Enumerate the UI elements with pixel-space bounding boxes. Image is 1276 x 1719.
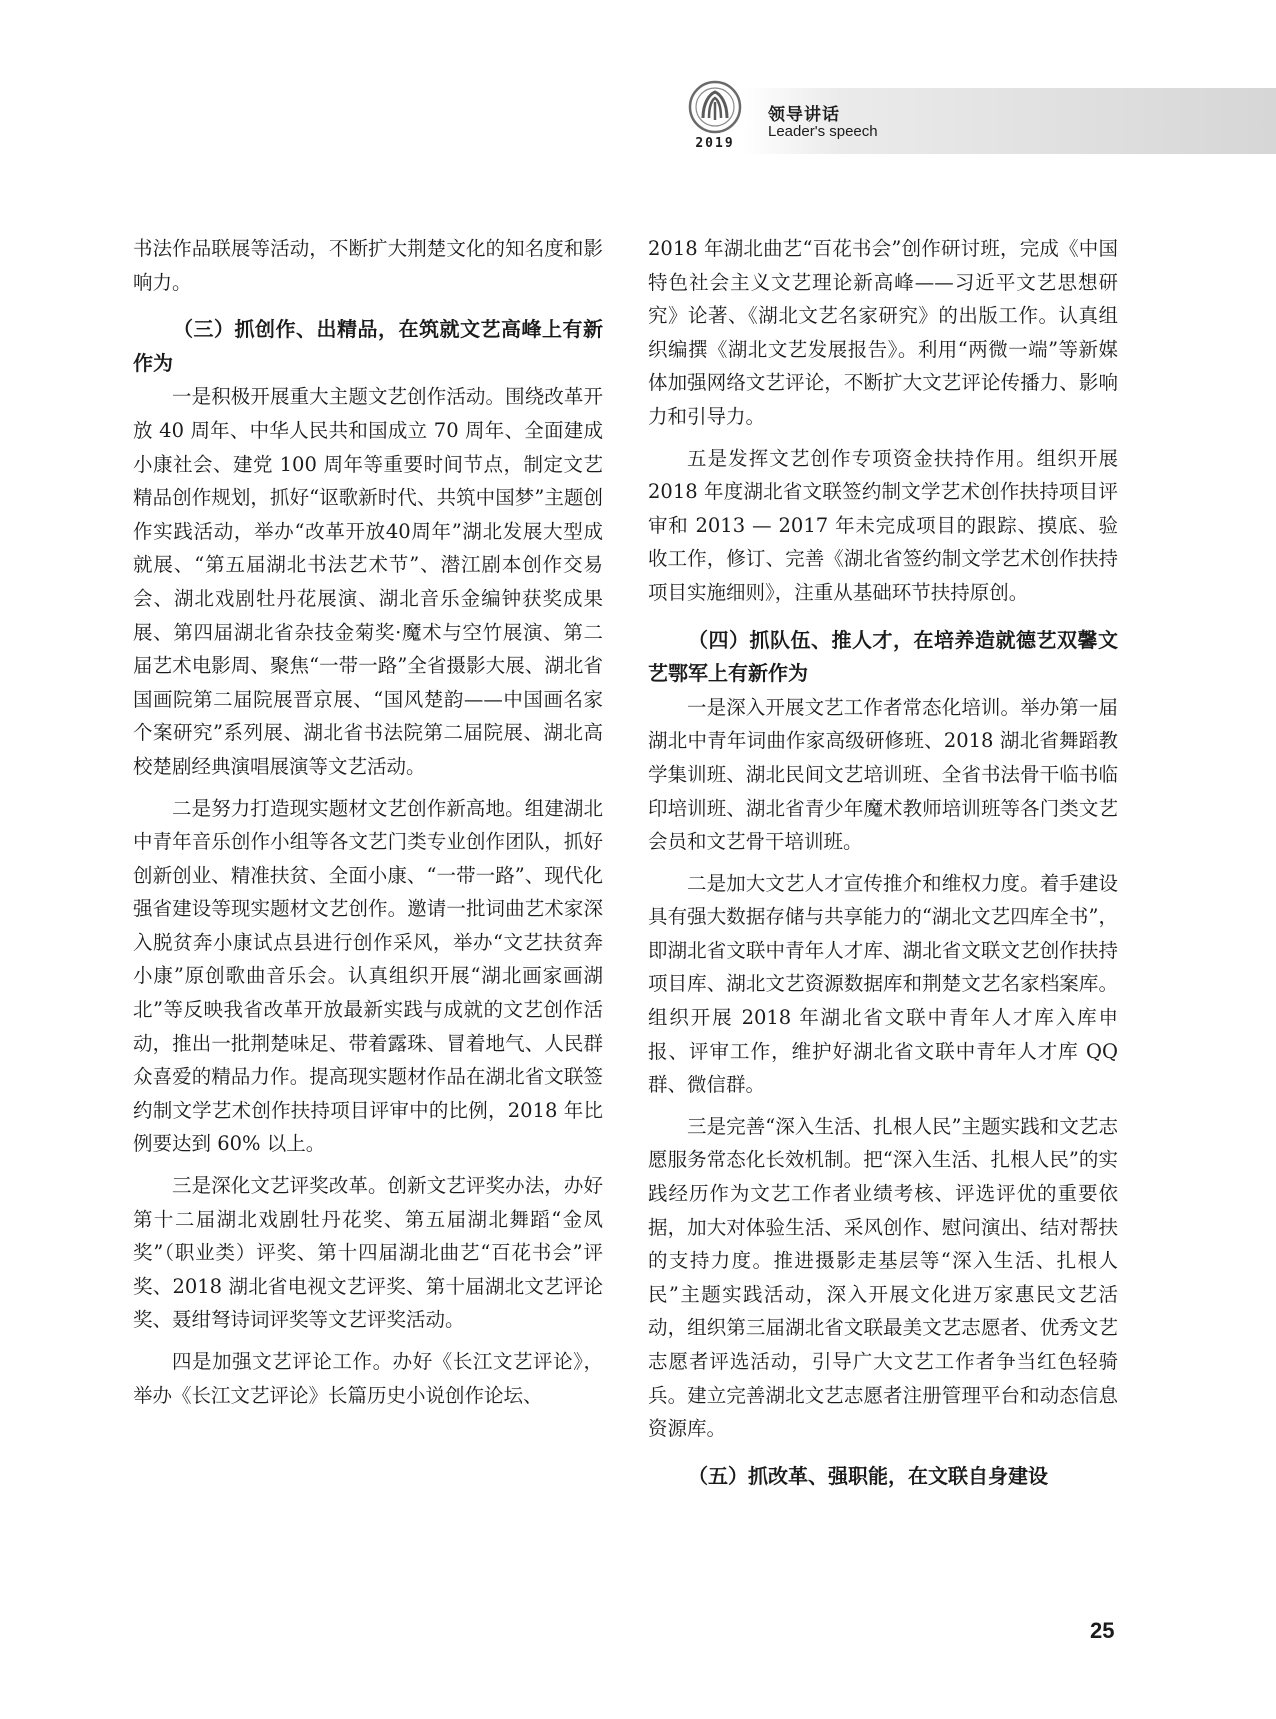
paragraph: 一是积极开展重大主题文艺创作活动。围绕改革开放 40 周年、中华人民共和国成立 70 周年、全面建成小康社会、建党 100 周年等重要时间节点，制定文艺精品创作规划，抓好“讴歌新时代、共筑中国梦”主题创作实践活动，举办“改革开放40周年”湖北发展大型成就展、“第五届湖北书法艺术节”、潜江剧本创作交易会、湖北戏剧牡丹花展演、湖北音乐金编钟获奖成果展、第四届湖北省杂技金菊奖·魔术与空竹展演、第二届艺术电影周、聚焦“一带一路”全省摄影大展、湖北省国画院第二届院展晋京展、“国风楚韵——中国画名家个案研究”系列展、湖北省书法院第二届院展、湖北高校楚剧经典演唱展演等文艺活动。	[133, 385, 603, 778]
section-title-cn: 领导讲话	[768, 105, 840, 125]
left-column	[133, 232, 603, 1420]
paragraph: 书法作品联展等活动，不断扩大荆楚文化的知名度和影响力。	[133, 237, 603, 294]
section-title-en: Leader's speech	[768, 123, 878, 140]
page-number: 25	[1090, 1618, 1115, 1643]
section-heading: （四）抓队伍、推人才，在培养造就德艺双馨文艺鄂军上有新作为	[648, 627, 1118, 686]
section-heading: （三）抓创作、出精品，在筑就文艺高峰上有新作为	[133, 317, 603, 375]
emblem-logo-icon	[688, 80, 742, 134]
paragraph: 2018 年湖北曲艺“百花书会”创作研讨班，完成《中国特色社会主义文艺理论新高峰——习近平文艺思想研究》论著、《湖北文艺名家研究》的出版工作。认真组织编撰《湖北文艺发展报告》。利用“两微一端”等新媒体加强网络文艺评论，不断扩大文艺评论传播力、影响力和引导力。	[648, 237, 1118, 428]
year-label: 2019	[695, 136, 735, 151]
section-heading: （五）抓改革、强职能，在文联自身建设	[688, 1463, 1048, 1488]
paragraph: 三是完善“深入生活、扎根人民”主题实践和文艺志愿服务常态化长效机制。把“深入生活、扎根人民”的实践经历作为文艺工作者业绩考核、评选评优的重要依据，加大对体验生活、采风创作、慰问演出、结对帮扶的支持力度。推进摄影走基层等“深入生活、扎根人民”主题实践活动，深入开展文化进万家惠民文艺活动，组织第三届湖北省文联最美文艺志愿者、优秀文艺志愿者评选活动，引导广大文艺工作者争当红色轻骑兵。建立完善湖北文艺志愿者注册管理平台和动态信息资源库。	[648, 1114, 1118, 1441]
paragraph: 二是加大文艺人才宣传推介和维权力度。着手建设具有强大数据存储与共享能力的“湖北文艺四库全书”，即湖北省文联中青年人才库、湖北省文联文艺创作扶持项目库、湖北文艺资源数据库和荆楚文艺名家档案库。组织开展 2018 年湖北省文联中青年人才库入库申报、评审工作，维护好湖北省文联中青年人才库 QQ 群、微信群。	[648, 871, 1118, 1097]
paragraph: 一是深入开展文艺工作者常态化培训。举办第一届湖北中青年词曲作家高级研修班、2018 湖北省舞蹈教学集训班、湖北民间文艺培训班、全省书法骨干临书临印培训班、湖北省青少年魔术教师培训班等各门类文艺会员和文艺骨干培训班。	[648, 695, 1118, 854]
paragraph: 三是深化文艺评奖改革。创新文艺评奖办法，办好第十二届湖北戏剧牡丹花奖、第五届湖北舞蹈“金凤奖”（职业类）评奖、第十四届湖北曲艺“百花书会”评奖、2018 湖北省电视文艺评奖、第十届湖北文艺评论奖、聂绀弩诗词评奖等文艺评奖活动。	[133, 1174, 603, 1332]
paragraph: 二是努力打造现实题材文艺创作新高地。组建湖北中青年音乐创作小组等各文艺门类专业创作团队，抓好创新创业、精准扶贫、全面小康、“一带一路”、现代化强省建设等现实题材文艺创作。邀请一批词曲艺术家深入脱贫奔小康试点县进行创作采风，举办“文艺扶贫奔小康”原创歌曲音乐会。认真组织开展“湖北画家画湖北”等反映我省改革开放最新实践与成就的文艺创作活动，推出一批荆楚味足、带着露珠、冒着地气、人民群众喜爱的精品力作。提高现实题材作品在湖北省文联签约制文学艺术创作扶持项目评审中的比例，2018 年比例要达到 60% 以上。	[133, 796, 603, 1156]
right-column	[648, 232, 1118, 1493]
paragraph: 四是加强文艺评论工作。办好《长江文艺评论》，举办《长江文艺评论》长篇历史小说创作论坛、	[133, 1350, 603, 1407]
paragraph: 五是发挥文艺创作专项资金扶持作用。组织开展 2018 年度湖北省文联签约制文学艺术创作扶持项目评审和 2013 — 2017 年未完成项目的跟踪、摸底、验收工作，修订、完善《湖北省签约制文学艺术创作扶持项目实施细则》，注重从基础环节扶持原创。	[648, 446, 1118, 604]
